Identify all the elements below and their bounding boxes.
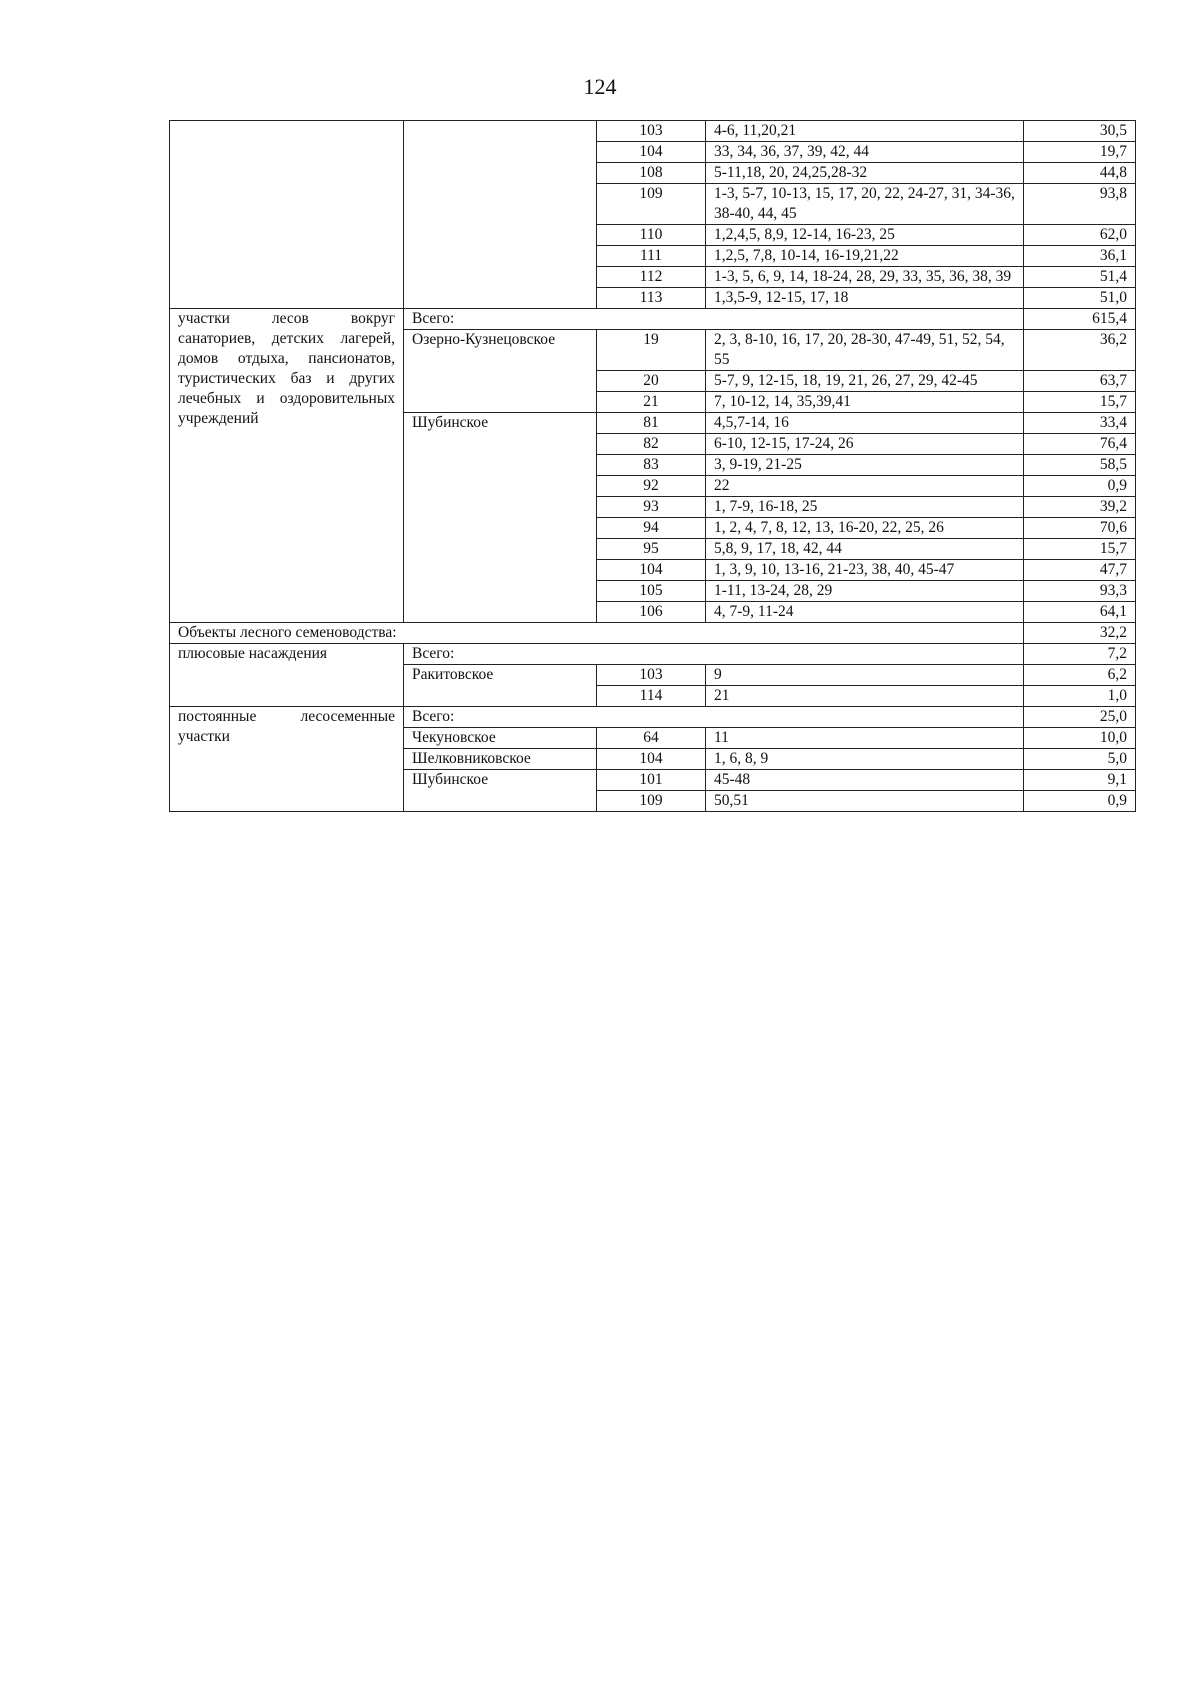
plots-cell: 3, 9-19, 21-25	[706, 455, 1024, 476]
plots-cell: 1, 6, 8, 9	[706, 749, 1024, 770]
plots-cell: 6-10, 12-15, 17-24, 26	[706, 434, 1024, 455]
plots-cell: 1, 7-9, 16-18, 25	[706, 497, 1024, 518]
quarter-cell: 104	[597, 142, 706, 163]
area-cell: 51,0	[1024, 288, 1136, 309]
plots-cell: 1, 3, 9, 10, 13-16, 21-23, 38, 40, 45-47	[706, 560, 1024, 581]
area-cell: 19,7	[1024, 142, 1136, 163]
table-row	[170, 121, 1136, 142]
plots-cell: 1,2,4,5, 8,9, 12-14, 16-23, 25	[706, 225, 1024, 246]
quarter-cell: 93	[597, 497, 706, 518]
plots-cell: 22	[706, 476, 1024, 497]
category-cell: плюсовые насаждения	[170, 644, 404, 707]
forestry-cell: Ракитовское	[404, 665, 597, 707]
quarter-cell: 104	[597, 560, 706, 581]
area-cell: 76,4	[1024, 434, 1136, 455]
forestry-cell: Шелковниковское	[404, 749, 597, 770]
quarter-cell: 113	[597, 288, 706, 309]
area-cell: 30,5	[1024, 121, 1136, 142]
area-cell: 5,0	[1024, 749, 1136, 770]
area-cell: 70,6	[1024, 518, 1136, 539]
quarter-cell: 21	[597, 392, 706, 413]
forestry-cell	[404, 121, 597, 309]
quarter-cell: 103	[597, 665, 706, 686]
forestry-cell: Шубинское	[404, 770, 597, 791]
area-cell: 0,9	[1024, 791, 1136, 812]
area-cell: 15,7	[1024, 392, 1136, 413]
plots-cell: 5,8, 9, 17, 18, 42, 44	[706, 539, 1024, 560]
page-number: 124	[583, 74, 617, 99]
plots-cell: 1-11, 13-24, 28, 29	[706, 581, 1024, 602]
plots-cell: 50,51	[706, 791, 1024, 812]
category-cell	[170, 121, 404, 309]
area-cell: 15,7	[1024, 539, 1136, 560]
quarter-cell: 81	[597, 413, 706, 434]
plots-cell: 1,2,5, 7,8, 10-14, 16-19,21,22	[706, 246, 1024, 267]
plots-cell: 1, 2, 4, 7, 8, 12, 13, 16-20, 22, 25, 26	[706, 518, 1024, 539]
plots-cell: 33, 34, 36, 37, 39, 42, 44	[706, 142, 1024, 163]
area-cell: 44,8	[1024, 163, 1136, 184]
table-row	[170, 644, 1136, 665]
quarter-cell: 108	[597, 163, 706, 184]
total-label: Всего:	[404, 644, 1024, 665]
total-area-cell: 7,2	[1024, 644, 1136, 665]
area-cell: 58,5	[1024, 455, 1136, 476]
quarter-cell: 106	[597, 602, 706, 623]
category-cell: постоянные лесосеменные участки	[170, 707, 404, 812]
total-area-cell: 25,0	[1024, 707, 1136, 728]
total-area-cell: 615,4	[1024, 309, 1136, 330]
area-cell: 36,1	[1024, 246, 1136, 267]
quarter-cell: 110	[597, 225, 706, 246]
table-row	[170, 707, 1136, 728]
forestry-cell: Шубинское	[404, 413, 597, 623]
section-label: Объекты лесного семеноводства:	[170, 623, 1024, 644]
total-label: Всего:	[404, 309, 1024, 330]
quarter-cell: 95	[597, 539, 706, 560]
quarter-cell: 103	[597, 121, 706, 142]
plots-cell: 4-6, 11,20,21	[706, 121, 1024, 142]
quarter-cell: 109	[597, 791, 706, 812]
table-row	[170, 623, 1136, 644]
area-cell: 0,9	[1024, 476, 1136, 497]
category-cell: участки лесов вокруг санаториев, детских лагерей, домов отдыха, пансионатов, туристических баз и других лечебных и оздоровительных учреждений	[170, 309, 404, 623]
quarter-cell: 19	[597, 330, 706, 371]
plots-cell: 7, 10-12, 14, 35,39,41	[706, 392, 1024, 413]
area-cell: 6,2	[1024, 665, 1136, 686]
quarter-cell: 109	[597, 184, 706, 225]
area-cell: 62,0	[1024, 225, 1136, 246]
forestry-cell: Чекуновское	[404, 728, 597, 749]
forest-areas-table	[169, 120, 1136, 812]
area-cell: 9,1	[1024, 770, 1136, 791]
table-row	[170, 309, 1136, 330]
plots-cell: 9	[706, 665, 1024, 686]
area-cell: 36,2	[1024, 330, 1136, 371]
quarter-cell: 94	[597, 518, 706, 539]
quarter-cell: 101	[597, 770, 706, 791]
area-cell: 93,3	[1024, 581, 1136, 602]
quarter-cell: 111	[597, 246, 706, 267]
plots-cell: 11	[706, 728, 1024, 749]
quarter-cell: 92	[597, 476, 706, 497]
quarter-cell: 112	[597, 267, 706, 288]
plots-cell: 1,3,5-9, 12-15, 17, 18	[706, 288, 1024, 309]
area-cell: 47,7	[1024, 560, 1136, 581]
area-cell: 63,7	[1024, 371, 1136, 392]
forestry-cell: Озерно-Кузнецовское	[404, 330, 597, 413]
plots-cell: 5-7, 9, 12-15, 18, 19, 21, 26, 27, 29, 42-45	[706, 371, 1024, 392]
quarter-cell: 114	[597, 686, 706, 707]
quarter-cell: 83	[597, 455, 706, 476]
plots-cell: 5-11,18, 20, 24,25,28-32	[706, 163, 1024, 184]
plots-cell: 45-48	[706, 770, 1024, 791]
quarter-cell: 82	[597, 434, 706, 455]
quarter-cell: 104	[597, 749, 706, 770]
area-cell: 1,0	[1024, 686, 1136, 707]
area-cell: 93,8	[1024, 184, 1136, 225]
plots-cell: 4,5,7-14, 16	[706, 413, 1024, 434]
area-cell: 51,4	[1024, 267, 1136, 288]
area-cell: 10,0	[1024, 728, 1136, 749]
plots-cell: 21	[706, 686, 1024, 707]
quarter-cell: 64	[597, 728, 706, 749]
total-area-cell: 32,2	[1024, 623, 1136, 644]
plots-cell: 2, 3, 8-10, 16, 17, 20, 28-30, 47-49, 51, 52, 54, 55	[706, 330, 1024, 371]
plots-cell: 4, 7-9, 11-24	[706, 602, 1024, 623]
quarter-cell: 105	[597, 581, 706, 602]
area-cell: 64,1	[1024, 602, 1136, 623]
area-cell: 39,2	[1024, 497, 1136, 518]
plots-cell: 1-3, 5, 6, 9, 14, 18-24, 28, 29, 33, 35, 36, 38, 39	[706, 267, 1024, 288]
quarter-cell: 20	[597, 371, 706, 392]
forestry-cell	[404, 791, 597, 812]
total-label: Всего:	[404, 707, 1024, 728]
area-cell: 33,4	[1024, 413, 1136, 434]
plots-cell: 1-3, 5-7, 10-13, 15, 17, 20, 22, 24-27, 31, 34-36, 38-40, 44, 45	[706, 184, 1024, 225]
